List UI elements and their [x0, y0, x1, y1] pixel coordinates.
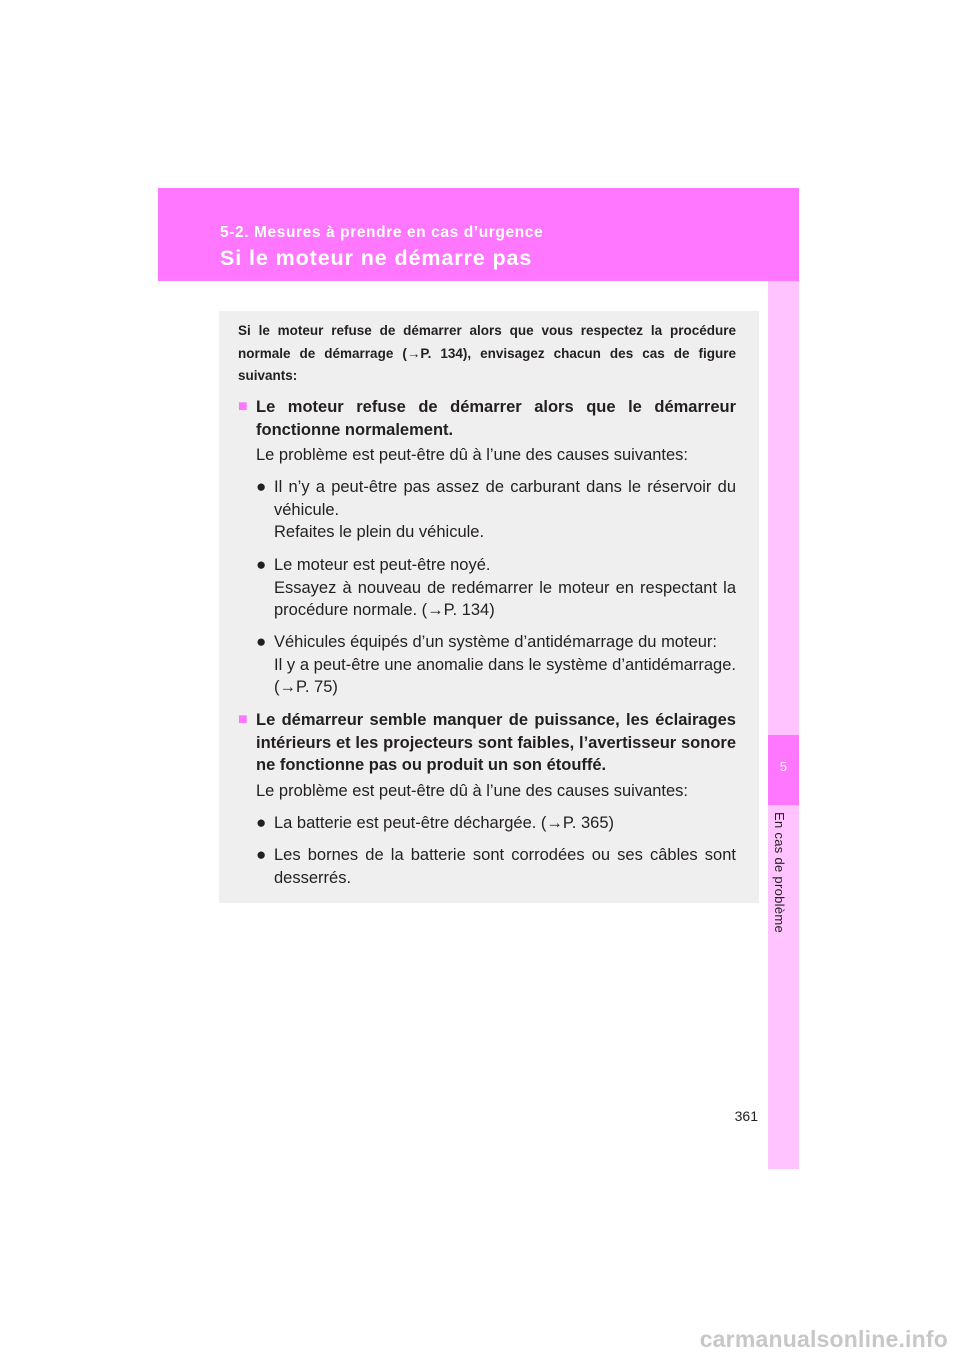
chapter-number: 5 [779, 759, 788, 774]
round-bullet-icon: ● [256, 813, 267, 832]
list-item-text: Le moteur est peut-être noyé. Essayez à nouveau de redémarrer le moteur en respectant la procédure normale. (→P. 134) [274, 556, 736, 620]
list-item-text: Les bornes de la batterie sont corrodées ou ses câbles sont desserrés. [274, 846, 736, 887]
cause-intro: Le problème est peut-être dû à l’une des causes suivantes: [256, 782, 689, 800]
list-item-text: Il n’y a peut-être pas assez de carburant dans le réservoir du véhicule. Refaites le plein du véhicule. [274, 478, 736, 542]
heading-text: Le démarreur semble manquer de puissance, les éclairages intérieurs et les projecteurs sont faibles, l’avertisseur sonore ne fonctionne pas ou produit un son étouffé. [256, 711, 736, 775]
list-item [256, 844, 736, 889]
round-bullet-icon: ● [256, 555, 267, 574]
square-bullet-icon: ■ [238, 398, 248, 415]
watermark: carmanualsonline.info [699, 1326, 948, 1352]
heading-weak-starter [238, 709, 736, 777]
cause-intro: Le problème est peut-être dû à l’une des causes suivantes: [256, 446, 689, 464]
section-header [158, 188, 799, 281]
heading-starter-works [238, 396, 736, 441]
list-item-text: La batterie est peut-être déchargée. (→P. 365) [274, 814, 614, 832]
list-item-text: Véhicules équipés d’un système d’antidémarrage du moteur: Il y a peut-être une anomalie dans le système d’antidémarrage. (→P. 75) [274, 633, 736, 697]
list-item [256, 476, 736, 544]
square-bullet-icon: ■ [238, 711, 248, 728]
round-bullet-icon: ● [256, 477, 267, 496]
side-chapter-bar [768, 281, 799, 1169]
section-label: 5-2. Mesures à prendre en cas d’urgence [220, 224, 544, 241]
page-number: 361 [734, 1108, 758, 1124]
round-bullet-icon: ● [256, 632, 267, 651]
round-bullet-icon: ● [256, 845, 267, 864]
list-item [256, 812, 736, 835]
intro-text: Si le moteur refuse de démarrer alors que vous respectez la procédure normale de démarrage (→P. 134), envisagez chacun des cas de figure suivants: [238, 323, 736, 384]
list-item [256, 554, 736, 622]
heading-text: Le moteur refuse de démarrer alors que le démarreur fonctionne normalement. [256, 398, 736, 439]
page-title: Si le moteur ne démarre pas [220, 246, 533, 270]
chapter-label: En cas de problème [772, 812, 787, 934]
list-item [256, 631, 736, 699]
